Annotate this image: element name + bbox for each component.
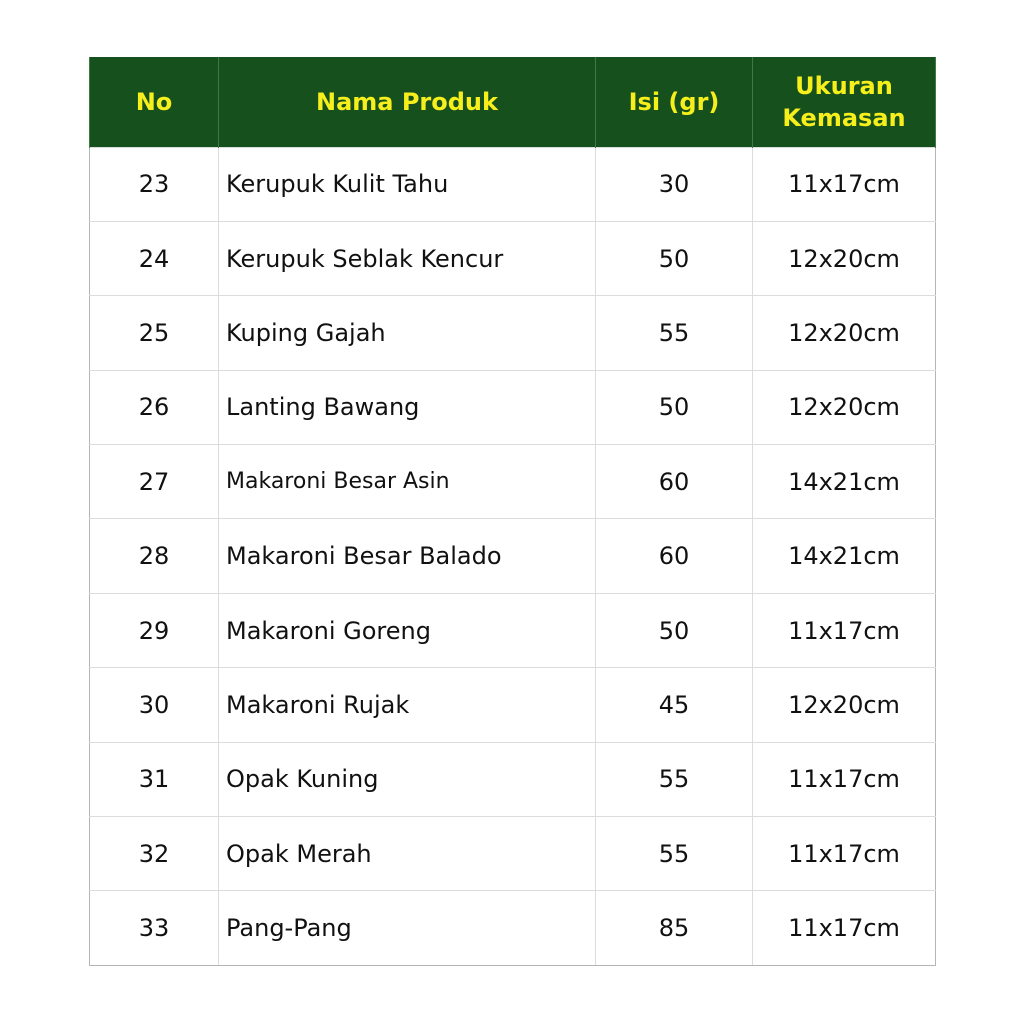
- cell-product-name: Kuping Gajah: [219, 296, 596, 370]
- header-product-name: Nama Produk: [219, 57, 596, 147]
- cell-content-gram: 55: [596, 296, 753, 370]
- header-package-size-line2: Kemasan: [782, 103, 906, 132]
- table-row: [90, 221, 936, 295]
- cell-content-gram: 30: [596, 147, 753, 221]
- cell-content-gram: 50: [596, 593, 753, 667]
- cell-package-size: 14x21cm: [753, 519, 936, 593]
- table-row: [90, 668, 936, 742]
- cell-content-gram: 45: [596, 668, 753, 742]
- cell-product-name: Makaroni Goreng: [219, 593, 596, 667]
- cell-no: 29: [90, 593, 219, 667]
- cell-package-size: 14x21cm: [753, 445, 936, 519]
- table-row: [90, 519, 936, 593]
- cell-package-size: 12x20cm: [753, 668, 936, 742]
- table-row: [90, 147, 936, 221]
- cell-no: 33: [90, 891, 219, 965]
- cell-product-name: Kerupuk Seblak Kencur: [219, 221, 596, 295]
- cell-content-gram: 60: [596, 445, 753, 519]
- cell-no: 27: [90, 445, 219, 519]
- table-row: [90, 817, 936, 891]
- cell-package-size: 11x17cm: [753, 742, 936, 816]
- cell-product-name: Pang-Pang: [219, 891, 596, 965]
- header-no: No: [90, 57, 219, 147]
- product-table: [89, 57, 936, 966]
- cell-product-name: Makaroni Besar Asin: [219, 445, 596, 519]
- cell-no: 24: [90, 221, 219, 295]
- cell-no: 28: [90, 519, 219, 593]
- table-row: [90, 593, 936, 667]
- cell-content-gram: 55: [596, 742, 753, 816]
- cell-package-size: 12x20cm: [753, 370, 936, 444]
- table-row: [90, 891, 936, 965]
- cell-product-name: Opak Kuning: [219, 742, 596, 816]
- cell-content-gram: 60: [596, 519, 753, 593]
- cell-content-gram: 50: [596, 221, 753, 295]
- cell-package-size: 11x17cm: [753, 593, 936, 667]
- cell-product-name: Kerupuk Kulit Tahu: [219, 147, 596, 221]
- table-row: [90, 742, 936, 816]
- table-row: [90, 296, 936, 370]
- cell-no: 30: [90, 668, 219, 742]
- cell-no: 25: [90, 296, 219, 370]
- cell-package-size: 11x17cm: [753, 891, 936, 965]
- table-row: [90, 370, 936, 444]
- cell-product-name: Lanting Bawang: [219, 370, 596, 444]
- cell-no: 31: [90, 742, 219, 816]
- cell-package-size: 12x20cm: [753, 221, 936, 295]
- cell-product-name: Opak Merah: [219, 817, 596, 891]
- header-package-size: [753, 57, 936, 147]
- cell-package-size: 11x17cm: [753, 147, 936, 221]
- cell-package-size: 12x20cm: [753, 296, 936, 370]
- cell-product-name: Makaroni Rujak: [219, 668, 596, 742]
- cell-package-size: 11x17cm: [753, 817, 936, 891]
- table-row: [90, 445, 936, 519]
- cell-no: 32: [90, 817, 219, 891]
- cell-no: 23: [90, 147, 219, 221]
- cell-product-name: Makaroni Besar Balado: [219, 519, 596, 593]
- header-package-size-line1: Ukuran: [795, 71, 893, 100]
- cell-content-gram: 50: [596, 370, 753, 444]
- cell-content-gram: 55: [596, 817, 753, 891]
- table-header-row: [90, 57, 936, 147]
- cell-no: 26: [90, 370, 219, 444]
- cell-content-gram: 85: [596, 891, 753, 965]
- header-content-gram: Isi (gr): [596, 57, 753, 147]
- product-table-container: [89, 57, 935, 966]
